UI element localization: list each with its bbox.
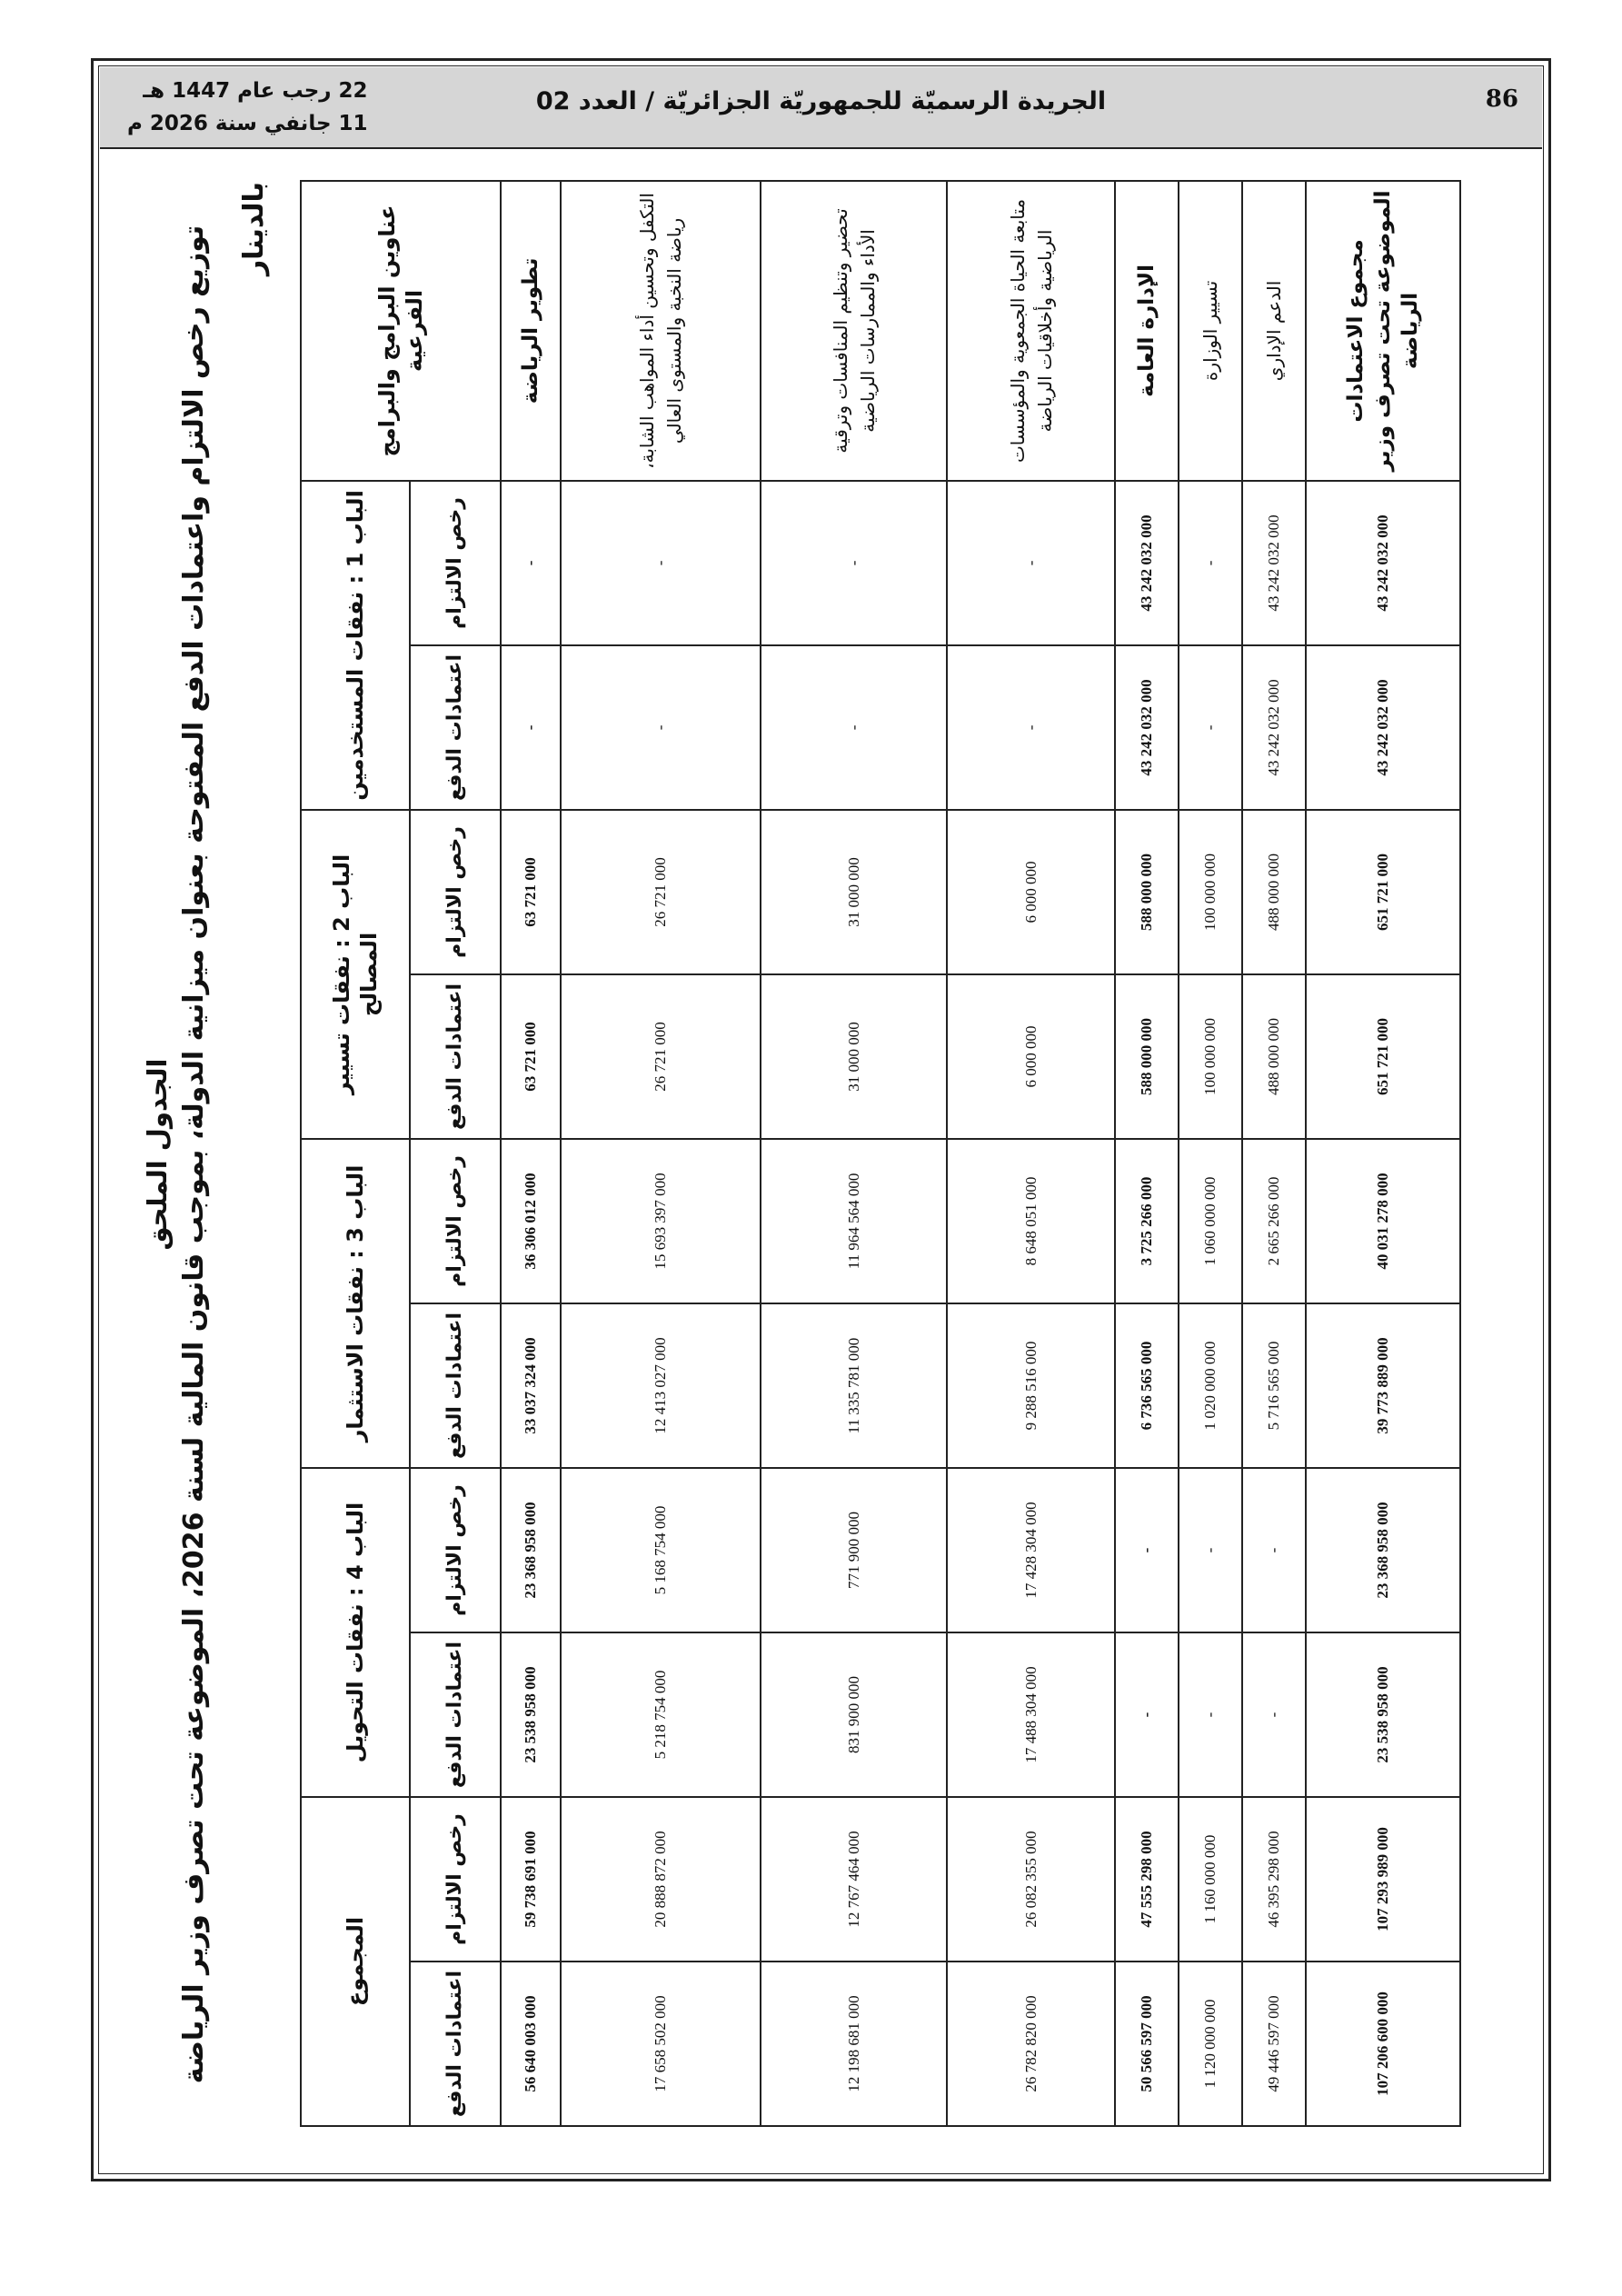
cell-value: 5 168 754 000 [561, 1468, 761, 1632]
cell-value: 107 293 989 000 [1306, 1797, 1460, 1962]
cell-value: 43 242 032 000 [1115, 481, 1179, 645]
cell-value: 1 020 000 000 [1179, 1303, 1242, 1468]
header-commitment: رخص الالتزام [410, 1797, 501, 1962]
row-label: تطوير الرياضة [501, 181, 561, 481]
cell-value: - [561, 481, 761, 645]
cell-value: 1 160 000 000 [1179, 1797, 1242, 1962]
header-payment: اعتمادات الدفع [410, 1632, 501, 1797]
cell-value: 26 082 355 000 [947, 1797, 1115, 1962]
rotated-content [136, 182, 1499, 2127]
gregorian-date: 11 جانفي سنة 2026 م [127, 112, 368, 135]
allocation-table [300, 180, 1461, 2127]
currency-unit: بالدينار [238, 182, 270, 276]
cell-value: 33 037 324 000 [501, 1303, 561, 1468]
table-row [1242, 181, 1306, 2126]
cell-value: 43 242 032 000 [1115, 645, 1179, 810]
cell-value: - [1115, 1468, 1179, 1632]
cell-value: 43 242 032 000 [1306, 481, 1460, 645]
cell-value: 100 000 000 [1179, 974, 1242, 1139]
cell-value: 59 738 691 000 [501, 1797, 561, 1962]
cell-value: 47 555 298 000 [1115, 1797, 1179, 1962]
cell-value: 20 888 872 000 [561, 1797, 761, 1962]
cell-value: 100 000 000 [1179, 810, 1242, 974]
cell-value: 17 428 304 000 [947, 1468, 1115, 1632]
header-dates [127, 75, 368, 140]
cell-value: - [1179, 645, 1242, 810]
cell-value: - [561, 645, 761, 810]
cell-value: 12 767 464 000 [761, 1797, 947, 1962]
cell-value: 43 242 032 000 [1306, 645, 1460, 810]
cell-value: 23 538 958 000 [1306, 1632, 1460, 1797]
cell-value: 12 198 681 000 [761, 1962, 947, 2126]
table-row [1115, 181, 1179, 2126]
cell-value: 46 395 298 000 [1242, 1797, 1306, 1962]
gazette-title: الجريدة الرسميّة للجمهوريّة الجزائريّة / العدد 02 [535, 87, 1107, 115]
cell-value: 31 000 000 [761, 810, 947, 974]
cell-value: - [1179, 481, 1242, 645]
row-label: الدعم الإداري [1242, 181, 1306, 481]
cell-value: 49 446 597 000 [1242, 1962, 1306, 2126]
table-row [561, 181, 761, 2126]
header-title4: الباب 4 : نفقات التحويل [301, 1468, 410, 1797]
cell-value: - [1242, 1468, 1306, 1632]
header-payment: اعتمادات الدفع [410, 1962, 501, 2126]
row-label: التكفل وتحسين أداء المواهب الشابة، رياضة النخبة والمستوى العالي [561, 181, 761, 481]
cell-value: 23 538 958 000 [501, 1632, 561, 1797]
header-programs: عناوين البرامج والبرامج الفرعية [301, 181, 501, 481]
cell-value: 63 721 000 [501, 810, 561, 974]
cell-value: 5 218 754 000 [561, 1632, 761, 1797]
table-row [1306, 181, 1460, 2126]
cell-value: 63 721 000 [501, 974, 561, 1139]
cell-value: - [947, 481, 1115, 645]
table-row [501, 181, 561, 2126]
cell-value: 5 716 565 000 [1242, 1303, 1306, 1468]
header-total: المجموع [301, 1797, 410, 2126]
header-title1: الباب 1 : نفقات المستخدمين [301, 481, 410, 810]
header-payment: اعتمادات الدفع [410, 1303, 501, 1468]
table-row [761, 181, 947, 2126]
rotated-table-area [136, 182, 1499, 2127]
header-title3: الباب 3 : نفقات الاستثمار [301, 1139, 410, 1468]
cell-value: 36 306 012 000 [501, 1139, 561, 1303]
header-payment: اعتمادات الدفع [410, 974, 501, 1139]
cell-value: 831 900 000 [761, 1632, 947, 1797]
cell-value: - [1179, 1632, 1242, 1797]
header-title2: الباب 2 : نفقات تسيير المصالح [301, 810, 410, 1139]
cell-value: 17 658 502 000 [561, 1962, 761, 2126]
hijri-date: 22 رجب عام 1447 هـ [143, 79, 368, 103]
cell-value: 6 736 565 000 [1115, 1303, 1179, 1468]
cell-value: 31 000 000 [761, 974, 947, 1139]
cell-value: 6 000 000 [947, 974, 1115, 1139]
table-subtitle: توزيع رخص الالتزام واعتمادات الدفع المفتوحة بعنوان ميزانية الدولة، بموجب قانون المالية لسنة 2026، الموضوعة تحت تصرف وزير الرياضة [178, 225, 210, 2084]
cell-value: 588 000 000 [1115, 810, 1179, 974]
cell-value: 651 721 000 [1306, 810, 1460, 974]
cell-value: 26 782 820 000 [947, 1962, 1115, 2126]
cell-value: - [501, 481, 561, 645]
header-payment: اعتمادات الدفع [410, 645, 501, 810]
cell-value: 1 120 000 000 [1179, 1962, 1242, 2126]
table-row [947, 181, 1115, 2126]
header-commitment: رخص الالتزام [410, 1468, 501, 1632]
cell-value: 588 000 000 [1115, 974, 1179, 1139]
cell-value: 11 335 781 000 [761, 1303, 947, 1468]
cell-value: 8 648 051 000 [947, 1139, 1115, 1303]
cell-value: 2 665 266 000 [1242, 1139, 1306, 1303]
row-label: الإدارة العامة [1115, 181, 1179, 481]
row-label: متابعة الحياة الجمعوية والمؤسسات الرياضية وأخلاقيات الرياضة [947, 181, 1115, 481]
header-commitment: رخص الالتزام [410, 810, 501, 974]
cell-value: 15 693 397 000 [561, 1139, 761, 1303]
cell-value: 43 242 032 000 [1242, 645, 1306, 810]
cell-value: 40 031 278 000 [1306, 1139, 1460, 1303]
cell-value: 107 206 600 000 [1306, 1962, 1460, 2126]
cell-value: 771 900 000 [761, 1468, 947, 1632]
cell-value: 39 773 889 000 [1306, 1303, 1460, 1468]
page-number: 86 [1485, 85, 1518, 113]
row-label: تسيير الوزارة [1179, 181, 1242, 481]
row-label: مجموع الاعتمادات الموضوعة تحت تصرف وزير الرياضة [1306, 181, 1460, 481]
cell-value: 12 413 027 000 [561, 1303, 761, 1468]
cell-value: - [1115, 1632, 1179, 1797]
cell-value: 23 368 958 000 [501, 1468, 561, 1632]
cell-value: - [501, 645, 561, 810]
table-row [1179, 181, 1242, 2126]
table-title: الجدول الملحق [142, 1058, 173, 1251]
cell-value: 43 242 032 000 [1242, 481, 1306, 645]
cell-value: - [1242, 1632, 1306, 1797]
cell-value: 11 964 564 000 [761, 1139, 947, 1303]
cell-value: 651 721 000 [1306, 974, 1460, 1139]
cell-value: 488 000 000 [1242, 810, 1306, 974]
cell-value: 6 000 000 [947, 810, 1115, 974]
cell-value: - [761, 645, 947, 810]
cell-value: 9 288 516 000 [947, 1303, 1115, 1468]
gazette-header [100, 67, 1542, 149]
row-label: تحضير وتنظيم المنافسات وترقية الأداء والممارسات الرياضية [761, 181, 947, 481]
cell-value: 26 721 000 [561, 974, 761, 1139]
header-commitment: رخص الالتزام [410, 481, 501, 645]
cell-value: 26 721 000 [561, 810, 761, 974]
cell-value: 17 488 304 000 [947, 1632, 1115, 1797]
cell-value: 50 566 597 000 [1115, 1962, 1179, 2126]
header-commitment: رخص الالتزام [410, 1139, 501, 1303]
cell-value: 1 060 000 000 [1179, 1139, 1242, 1303]
cell-value: 3 725 266 000 [1115, 1139, 1179, 1303]
cell-value: - [1179, 1468, 1242, 1632]
cell-value: 56 640 003 000 [501, 1962, 561, 2126]
cell-value: 23 368 958 000 [1306, 1468, 1460, 1632]
cell-value: - [761, 481, 947, 645]
cell-value: 488 000 000 [1242, 974, 1306, 1139]
cell-value: - [947, 645, 1115, 810]
